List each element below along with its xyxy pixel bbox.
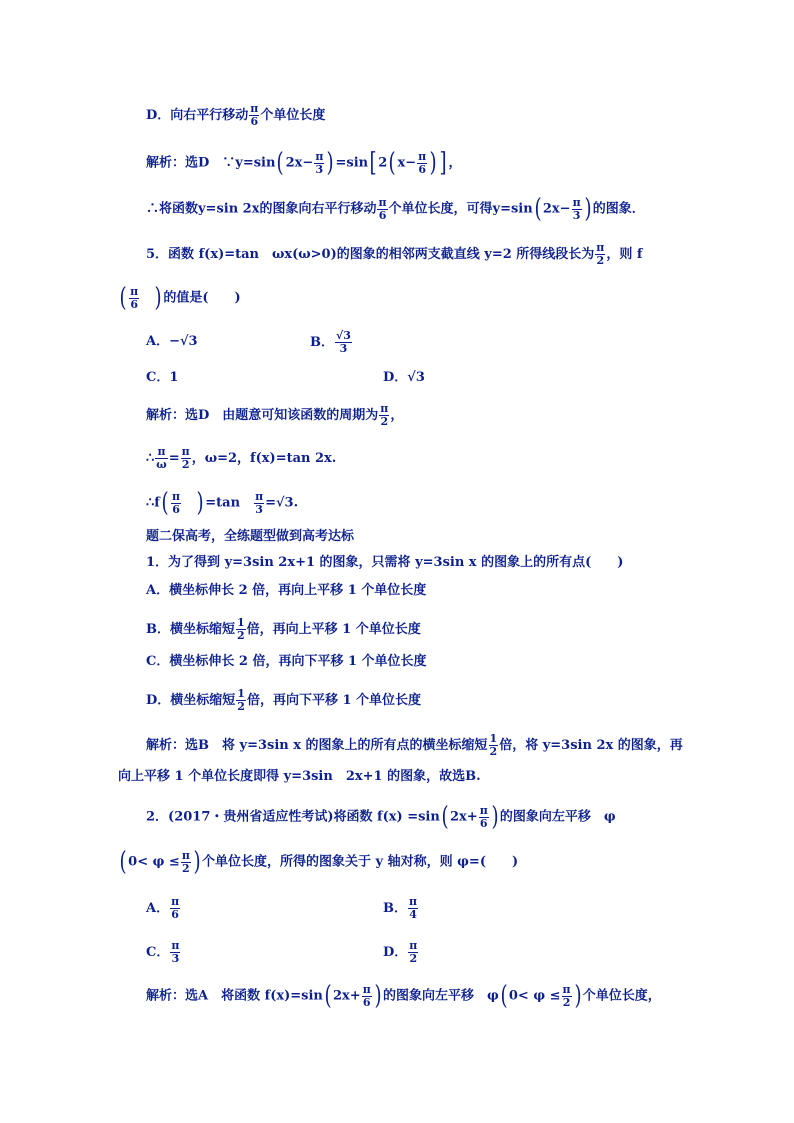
q5-option-d: D．√3 xyxy=(383,370,425,385)
analysis-5-c: ∴f( $\frac{\pi}{6}$ ) =tan $\frac{\pi}{3}$ =√3. xyxy=(146,488,299,518)
q5-option-b: B． $\frac{√3}{3}$ xyxy=(310,329,351,355)
question-5-cont: ( $\frac{\pi}{6}$ ) 的值是( ) xyxy=(119,283,241,313)
q2-option-a: A． $\frac{\pi}{6}$ xyxy=(146,895,180,921)
q2-option-c: C． $\frac{\pi}{3}$ xyxy=(146,939,180,965)
analysis-5: 解析：选D 由题意可知该函数的周期为 $\frac{\pi}{2}$ ， xyxy=(146,402,404,428)
q1-option-d: D．横坐标缩短 $\frac{1}{2}$ 倍，再向下平移 1 个单位长度 xyxy=(146,687,422,713)
q2-option-d: D． $\frac{\pi}{2}$ xyxy=(383,939,418,965)
analysis-line-2: ∴将函数y=sin 2x的图象向右平行移动 $\frac{\pi}{6}$ 个单位长度，可得y=sin( 2x− $\frac{\pi}{3}$ ) 的图象． xyxy=(146,194,645,224)
q1-option-a: A．横坐标伸长 2 倍，再向上平移 1 个单位长度 xyxy=(146,583,427,598)
analysis-5-b: ∴ $\frac{\pi}{\omega}$ = $\frac{\pi}{2}$ ，ω=2，f(x)=tan 2x. xyxy=(146,445,337,471)
text: D．向右平行移动 xyxy=(146,108,249,123)
fraction: $\frac{\pi}{6}$ xyxy=(250,102,259,128)
question-5: 5．函数 f(x)=tan ωx(ω>0)的图象的相邻两支截直线 y=2 所得线段长为 $\frac{\pi}{2}$ ，则 f xyxy=(146,241,643,267)
q5-option-c: C．1 xyxy=(146,370,179,385)
question-2: 2．(2017・贵州省适应性考试)将函数 f(x) =sin( 2x+ $\frac{\pi}{6}$ ) 的图象向左平移 φ xyxy=(146,802,616,832)
q2-option-b: B． $\frac{\pi}{4}$ xyxy=(383,895,418,921)
option-d-line xyxy=(146,103,325,128)
analysis-2: 解析：选A 将函数 f(x)=sin( 2x+ $\frac{\pi}{6}$ ) 的图象向左平移 φ( 0< φ ≤ $\frac{\pi}{2}$ ) 个单位长度， xyxy=(146,981,661,1011)
q5-option-a: A．−√3 xyxy=(146,334,198,349)
q1-option-c: C．横坐标伸长 2 倍，再向下平移 1 个单位长度 xyxy=(146,654,427,669)
question-2-cont: ( 0< φ ≤ $\frac{\pi}{2}$ ) 个单位长度，所得的图象关于 y 轴对称，则 φ=( ) xyxy=(119,847,519,877)
analysis-1: 解析：选B 将 y=3sin x 的图象上的所有点的横坐标缩短 $\frac{1}{2}$ 倍，将 y=3sin 2x 的图象，再 xyxy=(146,732,683,758)
q1-option-b: B．横坐标缩短 $\frac{1}{2}$ 倍，再向上平移 1 个单位长度 xyxy=(146,616,421,642)
section-heading: 题二保高考，全练题型做到高考达标 xyxy=(146,529,355,544)
question-1: 1．为了得到 y=3sin 2x+1 的图象，只需将 y=3sin x 的图象上的所有点( ) xyxy=(146,555,624,570)
text: 个单位长度 xyxy=(260,108,326,123)
analysis-1-b: 向上平移 1 个单位长度即得 y=3sin 2x+1 的图象，故选B. xyxy=(118,769,481,784)
analysis-line: 解析：选D ∵y=sin( 2x− $\frac{\pi}{3}$ ) =sin[ 2( x− $\frac{\pi}{6}$ ) ] ， xyxy=(146,148,462,178)
